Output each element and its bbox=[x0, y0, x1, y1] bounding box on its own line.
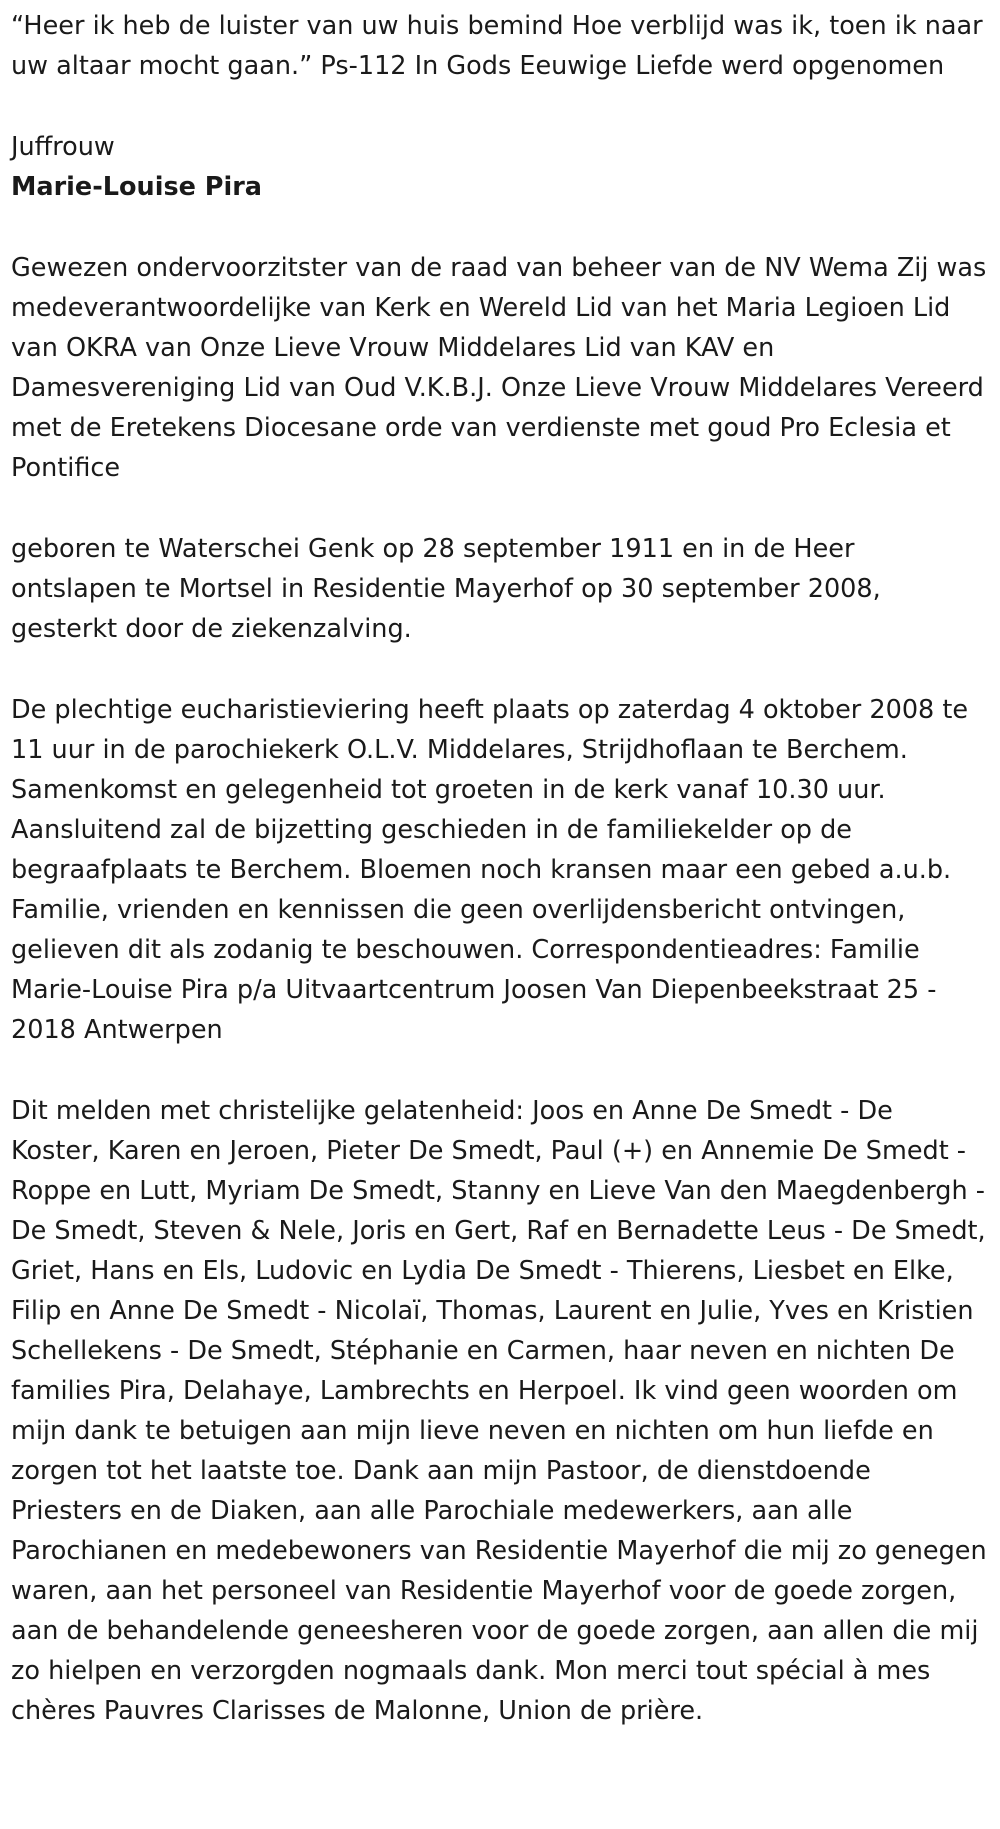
ceremony-paragraph: De plechtige eucharistieviering heeft plaats op zaterdag 4 oktober 2008 te 11 uur in de parochiekerk O.L.V. Middelares, Strijdhoflaan te Berchem. Samenkomst en gelegenheid tot groeten in de kerk vanaf 10.30 uur. Aansluitend zal de bijzetting geschieden in de familiekelder op de begraafplaats te Berchem. Bloemen noch kransen maar een gebed a.u.b. Familie, vrienden en kennissen die geen overlijdensbericht ontvingen, gelieven dit als zodanig te beschouwen. Correspondentieadres: Familie Marie-Louise Pira p/a Uitvaartcentrum Joosen Van Diepenbeekstraat 25 - 2018 Antwerpen bbox=[11, 695, 969, 1045]
biography-paragraph: Gewezen ondervoorzitster van de raad van beheer van de NV Wema Zij was medeverantwoordelijke van Kerk en Wereld Lid van het Maria Legioen Lid van OKRA van Onze Lieve Vrouw Middelares Lid van KAV en Damesvereniging Lid van Oud V.K.B.J. Onze Lieve Vrouw Middelares Vereerd met de Eretekens Diocesane orde van verdienste met goud Pro Eclesia et Pontifice bbox=[11, 253, 987, 483]
spacer bbox=[11, 207, 988, 248]
honorific-title: Juffrouw bbox=[11, 132, 115, 162]
deceased-name: Marie-Louise Pira bbox=[11, 172, 263, 202]
spacer bbox=[11, 86, 988, 127]
birth-death-paragraph: geboren te Waterschei Genk op 28 september 1911 en in de Heer ontslapen te Mortsel in Residentie Mayerhof op 30 september 2008, gesterkt door de ziekenzalving. bbox=[11, 534, 881, 644]
family-paragraph: Dit melden met christelijke gelatenheid: Joos en Anne De Smedt - De Koster, Karen en Jeroen, Pieter De Smedt, Paul (+) en Annemie De Smedt - Roppe en Lutt, Myriam De Smedt, Stanny en Lieve Van den Maegdenbergh - De Smedt, Steven & Nele, Joris en Gert, Raf en Bernadette Leus - De Smedt, Griet, Hans en Els, Ludovic en Lydia De Smedt - Thierens, Liesbet en Elke, Filip en Anne De Smedt - Nicolaï, Thomas, Laurent en Julie, Yves en Kristien Schellekens - De Smedt, Stéphanie en Carmen, haar neven en nichten De families Pira, Delahaye, Lambrechts en Herpoel. Ik vind geen woorden om mijn dank te betuigen aan mijn lieve neven en nichten om hun liefde en zorgen tot het laatste toe. Dank aan mijn Pastoor, de dienstdoende Priesters en de Diaken, aan alle Parochiale medewerkers, aan alle Parochianen en medebewoners van Residentie Mayerhof die mij zo genegen waren, aan het personeel van Residentie Mayerhof voor de goede zorgen, aan de behandelende geneesheren voor de goede zorgen, aan allen die mij zo hielpen en verzorgden nogmaals dank. Mon merci tout spécial à mes chères Pauvres Clarisses de Malonne, Union de prière. bbox=[11, 1096, 987, 1726]
spacer bbox=[11, 1050, 988, 1091]
bible-quote: “Heer ik heb de luister van uw huis bemind Hoe verblijd was ik, toen ik naar uw altaar mocht gaan.” Ps-112 In Gods Eeuwige Liefde werd opgenomen bbox=[11, 11, 983, 81]
spacer bbox=[11, 488, 988, 529]
spacer bbox=[11, 649, 988, 690]
